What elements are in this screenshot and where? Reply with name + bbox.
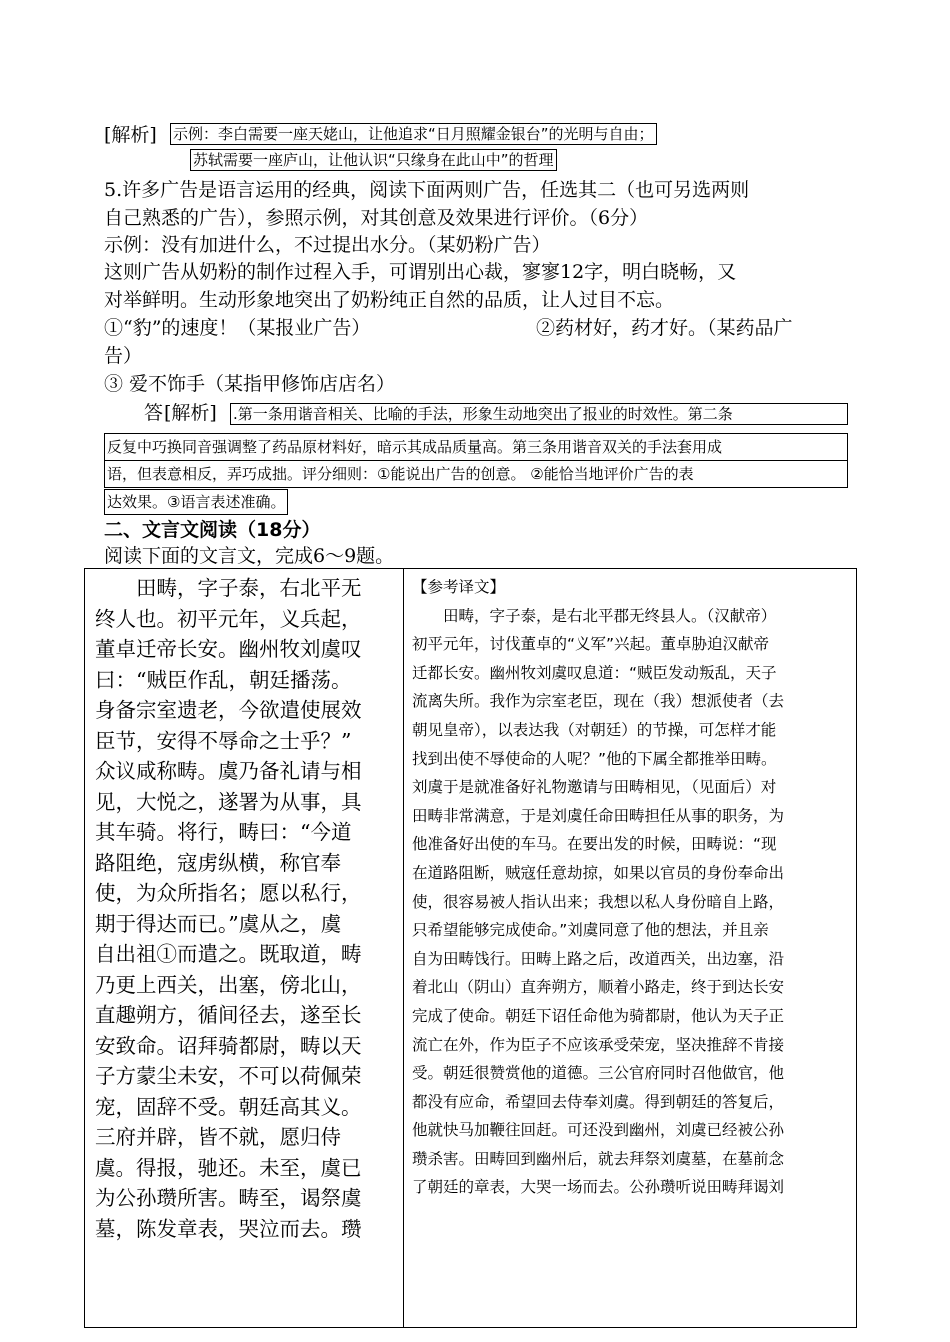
q5-answer-box	[104, 433, 848, 488]
translation-cell	[404, 569, 857, 1328]
original-text-line: 终人也。初平元年，义兵起，	[95, 606, 362, 631]
original-text-line: 身备宗室遗老，今欲遣使展效	[95, 698, 362, 722]
original-text-line: 臣节，安得不辱命之士乎？”	[95, 728, 352, 753]
original-text-line: 墓，陈发章表，哭泣而去。瓒	[95, 1216, 362, 1241]
q5-stem-line-2: 自己熟悉的广告），参照示例，对其创意及效果进行评价。（6分）	[104, 207, 649, 229]
translation-line: 初平元年，讨伐董卓的“义军”兴起。董卓胁迫汉献帝	[412, 635, 770, 654]
q5-answer-line-2: 反复中巧换同音强调整了药品原材料好，暗示其成品质量高。第三条用谐音双关的手法套用成	[105, 434, 847, 461]
q5-ad-2-continued: 告）	[104, 345, 143, 367]
original-text-line: 乃更上西关，出塞，傍北山，	[95, 972, 362, 997]
translation-line: 朝见皇帝），以表达我（对朝廷）的节操，可怎样才能	[412, 720, 777, 739]
translation-line: 刘虞于是就准备好礼物邀请与田畴相见，（见面后）对	[412, 778, 777, 797]
original-text-cell	[85, 569, 404, 1328]
translation-line: 他准备好出使的车马。在要出发的时候，田畴说：“现	[412, 835, 777, 854]
q5-ad-1: ①“豹”的速度！（某报业广告）	[104, 317, 371, 339]
original-text-line: 安致命。诏拜骑都尉，畴以天	[95, 1033, 362, 1058]
original-text-line: 曰：“贼臣作乱，朝廷播荡。	[95, 667, 352, 692]
original-text-line: 路阻绝，寇虏纵横，称官奉	[95, 850, 341, 875]
translation-header: 【参考译文】	[412, 578, 506, 596]
q5-ad-3: ③ 爱不饰手（某指甲修饰店店名）	[104, 373, 396, 395]
translation-line: 流离失所。我作为宗室老臣，现在（我）想派使者（去	[412, 692, 785, 711]
q5-answer-line-4: 达效果。③语言表述准确。	[104, 489, 288, 515]
translation-line: 自为田畴饯行。田畴上路之后，改道西关，出边塞，沿	[412, 949, 785, 968]
q5-answer-line-3: 语，但表意相反，弄巧成拙。评分细则：①能说出广告的创意。 ②能恰当地评价广告的表	[107, 465, 694, 483]
original-text-line: 使，为众所指名；愿以私行，	[95, 881, 362, 905]
original-text-line: 为公孙瓒所害。畴至，谒祭虞	[95, 1186, 362, 1210]
translation-line: 着北山（阴山）直奔朔方，顺着小路走，终于到达长安	[412, 978, 785, 997]
translation-line: 在道路阻断，贼寇任意劫掠，如果以官员的身份奉命出	[412, 863, 785, 882]
q5-ad-2: ②药材好，药才好。（某药品广	[536, 317, 793, 339]
q5-example-label: 示例：没有加进什么，不过提出水分。（某奶粉广告）	[104, 234, 551, 256]
original-text-line: 见，大悦之，遂署为从事，具	[95, 789, 362, 814]
section-2-title: 二、文言文阅读（18分）	[104, 519, 321, 541]
translation-line: 完成了使命。朝廷下诏任命他为骑都尉，他认为天子正	[412, 1006, 785, 1025]
q5-example-line-1: 这则广告从奶粉的制作过程入手，可谓别出心裁，寥寥12字，明白晓畅，又	[104, 261, 737, 283]
original-text-line: 田畴，字子泰，右北平无	[95, 576, 362, 600]
original-text-line: 众议咸称畴。虞乃备礼请与相	[95, 759, 362, 783]
translation-line: 都没有应命，希望回去侍奉刘虞。得到朝廷的答复后，	[412, 1092, 785, 1111]
translation-line: 使，很容易被人指认出来；我想以私人身份暗自上路，	[412, 892, 785, 911]
q5-stem-line-1: 5.许多广告是语言运用的经典，阅读下面两则广告，任选其二（也可另选两则	[104, 179, 750, 201]
translation-line: 只希望能够完成使命。”刘虞同意了他的想法，并且亲	[412, 921, 769, 940]
original-text-line: 宠，固辞不受。朝廷高其义。	[95, 1094, 362, 1119]
translation-line: 田畴非常满意，于是刘虞任命田畴担任从事的职务，为	[412, 806, 785, 825]
translation-line: 找到出使不辱使命的人呢？”他的下属全都推举田畴。	[412, 749, 777, 768]
original-text-line: 直趣朔方，循间径去，遂至长	[95, 1003, 362, 1027]
translation-line: 受。朝廷很赞赏他的道德。三公官府同时召他做官，他	[412, 1064, 785, 1083]
translation-line: 田畴，字子泰，是右北平郡无终县人。（汉献帝）	[412, 606, 777, 625]
original-text-line: 期于得达而已。”虞从之，虞	[95, 911, 342, 936]
original-text-line: 三府并辟，皆不就，愿归侍	[95, 1125, 341, 1149]
original-text-line: 子方蒙尘未安，不可以荷佩荣	[95, 1064, 362, 1088]
q4-analysis	[104, 120, 864, 180]
q4-analysis-tag: [解析]	[104, 124, 157, 146]
q5-answer-tag: [解析]	[164, 402, 217, 424]
q4-answer-line-1: 示例：李白需要一座天姥山，让他追求“日月照耀金银台”的光明与自由；	[170, 123, 657, 145]
translation-line: 迁都长安。幽州牧刘虞叹息道：“贼臣发动叛乱，天子	[412, 663, 777, 682]
translation-line: 他就快马加鞭往回赶。可还没到幽州，刘虞已经被公孙	[412, 1121, 785, 1140]
translation-line: 了朝廷的章表，大哭一场而去。公孙瓒听说田畴拜谒刘	[412, 1178, 785, 1197]
q4-answer-line-2: 苏轼需要一座庐山，让他认识“只缘身在此山中”的哲理	[190, 149, 557, 171]
q5-answer-prefix: 答	[144, 402, 164, 424]
original-text-line: 自出祖①而遣之。既取道，畴	[95, 942, 362, 966]
passage-table	[84, 568, 857, 1328]
translation-line: 瓒杀害。田畴回到幽州后，就去拜祭刘虞墓，在墓前念	[412, 1149, 785, 1168]
translation-line: 流亡在外，作为臣子不应该承受荣宠，坚决推辞不肯接	[412, 1035, 785, 1054]
original-text-line: 虞。得报，驰还。未至，虞已	[95, 1155, 362, 1180]
section-2-instruction: 阅读下面的文言文，完成6～9题。	[104, 545, 395, 567]
original-text-line: 董卓迁帝长安。幽州牧刘虞叹	[95, 637, 362, 661]
q5-answer-line-1: .第一条用谐音相关、比喻的手法，形象生动地突出了报业的时效性。第二条	[230, 403, 848, 425]
original-text-line: 其车骑。将行，畴曰：“今道	[95, 820, 352, 844]
q5-example-line-2: 对举鲜明。生动形象地突出了奶粉纯正自然的品质，让人过目不忘。	[104, 289, 675, 311]
